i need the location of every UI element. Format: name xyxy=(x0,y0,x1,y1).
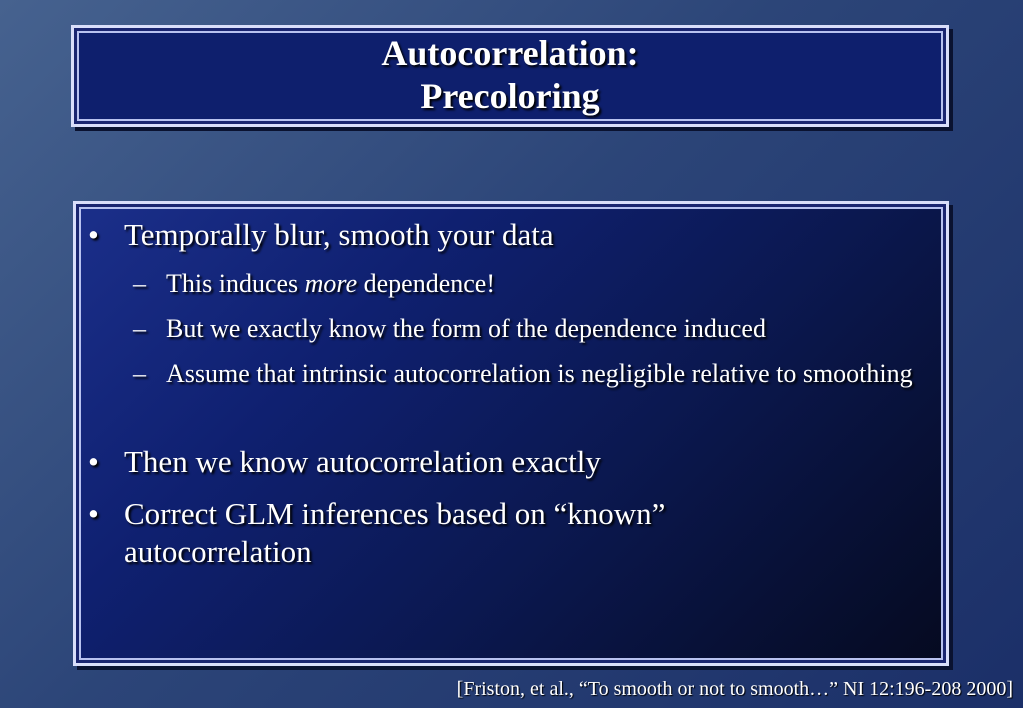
citation: [Friston, et al., “To smooth or not to smooth…” NI 12:196-208 2000] xyxy=(456,678,1013,700)
sub-bullet-marker: – xyxy=(133,314,146,343)
title-box xyxy=(71,25,949,127)
emphasis-text: more xyxy=(304,269,358,298)
content-box xyxy=(73,201,949,666)
sub-bullet-text-part: dependence! xyxy=(357,269,495,298)
sub-bullet-text: But we exactly know the form of the dependence induced xyxy=(166,314,766,343)
bullet-marker: • xyxy=(88,496,99,531)
sub-bullet-item xyxy=(133,355,936,393)
slide-title xyxy=(74,32,946,118)
bullet-text: Then we know autocorrelation exactly xyxy=(124,444,601,479)
bullet-item xyxy=(88,495,784,571)
bullet-marker: • xyxy=(88,217,99,252)
sub-bullet-item xyxy=(133,265,936,303)
sub-bullet-marker: – xyxy=(133,359,146,388)
bullet-text: Correct GLM inferences based on “known” autocorrelation xyxy=(124,496,666,569)
title-line-1: Autocorrelation: xyxy=(381,33,639,73)
sub-bullet-item xyxy=(133,310,936,348)
bullet-marker: • xyxy=(88,444,99,479)
sub-bullet-marker: – xyxy=(133,269,146,298)
sub-bullet-text xyxy=(133,265,936,303)
bullet-text: Temporally blur, smooth your data xyxy=(124,217,554,252)
bullet-item xyxy=(88,443,904,481)
sub-bullet-text: Assume that intrinsic autocorrelation is negligible relative to smoothing xyxy=(166,359,913,388)
title-line-2: Precoloring xyxy=(420,76,600,116)
sub-bullet-text-part: This induces xyxy=(166,269,305,298)
bullet-item xyxy=(88,216,904,254)
